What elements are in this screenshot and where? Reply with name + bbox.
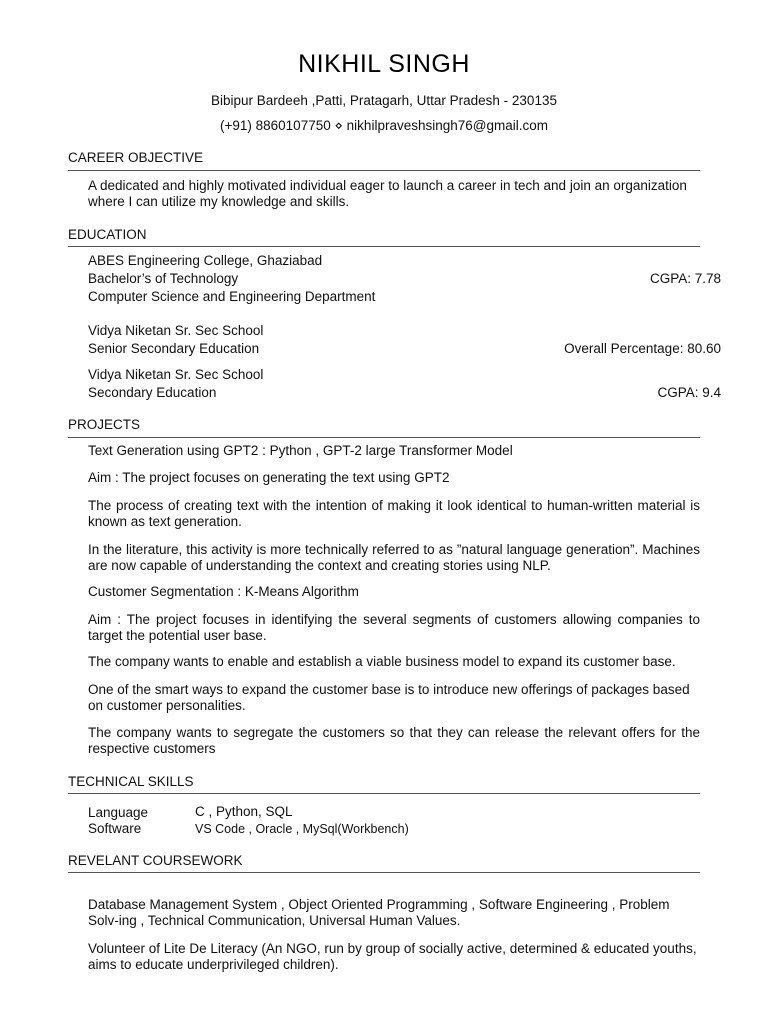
- contact-info: (+91) 8860107750 ⋄ nikhilpraveshsingh76@gmail.com: [220, 118, 548, 133]
- skill-value-software: VS Code , Oracle , MySql(Workbench): [195, 822, 409, 836]
- college-name: ABES Engineering College, Ghaziabad: [88, 253, 323, 268]
- secondary-school-level: Secondary Education: [88, 385, 217, 400]
- project-2-aim: Aim : The project focuses in identifying the several segments of customers allowing companies to target the potential user base.: [88, 612, 700, 643]
- secondary-school-score: CGPA: 9.4: [657, 385, 721, 400]
- project-2-description-3: The company wants to segregate the customers so that they can release the relevant offers for the respective customers: [88, 725, 700, 756]
- skill-label-software: Software: [88, 821, 142, 836]
- section-title-projects: PROJECTS: [68, 417, 141, 432]
- senior-school-level: Senior Secondary Education: [88, 341, 260, 356]
- project-1-title: Text Generation using GPT2 : Python , GPT-2 large Transformer Model: [88, 443, 513, 458]
- section-title-career-objective: CAREER OBJECTIVE: [68, 150, 204, 165]
- skill-label-language: Language: [88, 805, 149, 820]
- address: Bibipur Bardeeh ,Patti, Pratagarh, Uttar Pradesh - 230135: [211, 93, 557, 108]
- secondary-school-name: Vidya Niketan Sr. Sec School: [88, 367, 264, 382]
- career-objective-text: A dedicated and highly motivated individual eager to launch a career in tech and join an organization where I can utilize my knowledge and skills.: [88, 178, 687, 209]
- project-1-description: The process of creating text with the intention of making it look identical to human-written material is known as text generation.: [88, 498, 700, 529]
- coursework-list: Database Management System , Object Oriented Programming , Software Engineering , Problem Solv-ing , Technical Communication, Universal Human Values.: [88, 897, 670, 928]
- section-title-coursework: REVELANT COURSEWORK: [68, 853, 243, 868]
- project-2-description: The company wants to enable and establish a viable business model to expand its customer base.: [88, 654, 676, 669]
- section-divider: [68, 793, 700, 794]
- candidate-name: NIKHIL SINGH: [298, 50, 470, 78]
- project-1-aim: Aim : The project focuses on generating the text using GPT2: [88, 470, 450, 485]
- section-divider: [68, 170, 700, 171]
- section-divider: [68, 872, 700, 873]
- project-2-description-2: One of the smart ways to expand the customer base is to introduce new offerings of packages based on customer personalities.: [88, 682, 690, 713]
- skill-value-language: C , Python, SQL: [195, 804, 293, 819]
- senior-school-score: Overall Percentage: 80.60: [564, 341, 721, 356]
- senior-school-name: Vidya Niketan Sr. Sec School: [88, 323, 264, 338]
- college-department: Computer Science and Engineering Department: [88, 289, 376, 304]
- college-score: CGPA: 7.78: [649, 271, 721, 286]
- project-2-title: Customer Segmentation : K-Means Algorithm: [88, 584, 359, 599]
- volunteer-text: Volunteer of Lite De Literacy (An NGO, run by group of socially active, determined & educated youths, aims to educate underprivileged children).: [88, 941, 697, 972]
- section-divider: [68, 437, 700, 438]
- section-divider: [68, 246, 700, 247]
- college-degree: Bachelor’s of Technology: [88, 271, 239, 286]
- section-title-technical-skills: TECHNICAL SKILLS: [68, 774, 194, 789]
- project-1-description-2: In the literature, this activity is more technically referred to as ”natural language generation”. Machines are now capable of understanding the context and creating stories using NLP.: [88, 542, 700, 573]
- section-title-education: EDUCATION: [68, 227, 147, 242]
